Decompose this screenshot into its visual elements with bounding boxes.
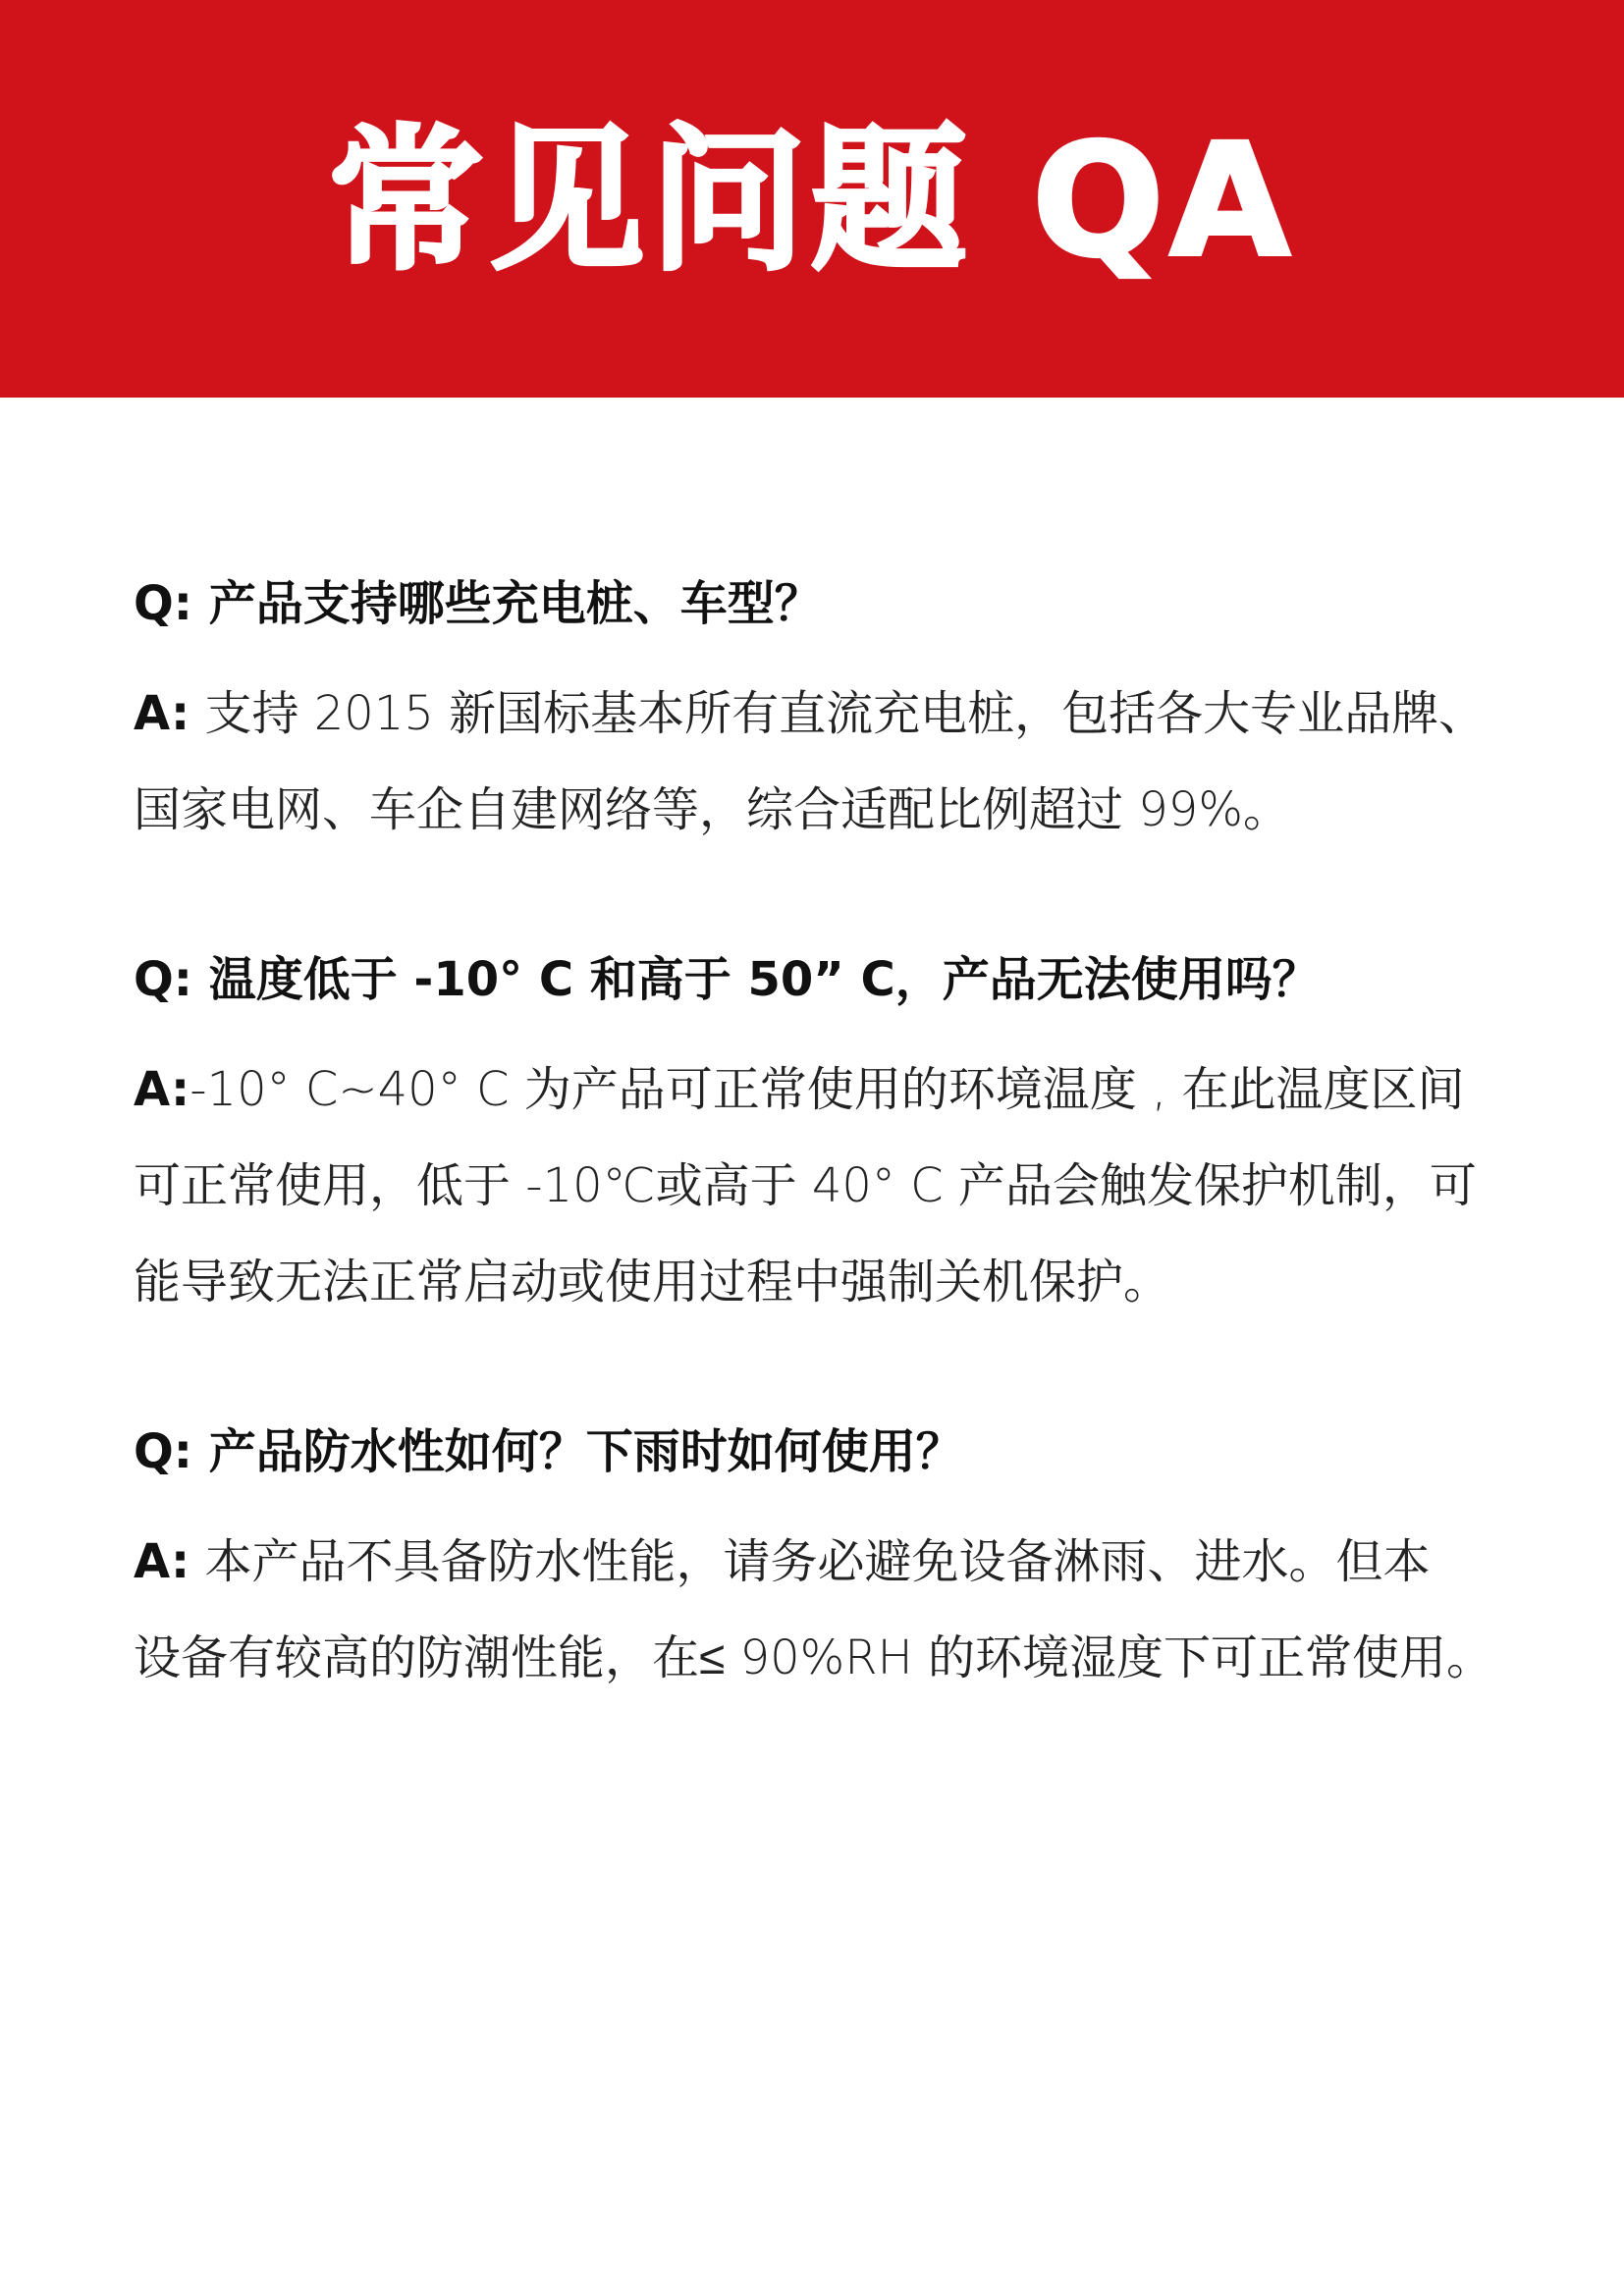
answer-prefix: A:: [134, 686, 190, 741]
question-text: [134, 1422, 1508, 1481]
answer-line-text: 本产品不具备防水性能，请务必避免设备淋雨、进水。但本: [189, 1534, 1431, 1589]
question-body: 产品支持哪些充电桩、车型？: [192, 576, 822, 631]
answer-line: [134, 1041, 1508, 1138]
question-text: [134, 950, 1508, 1009]
answer-text: [134, 666, 1508, 858]
answer-line-text: 支持 2015 新国标基本所有直流充电桩，包括各大专业品牌、: [189, 686, 1487, 741]
qa-list: [134, 574, 1508, 1798]
question-body: 产品防水性如何？下雨时如何使用？: [192, 1424, 963, 1479]
question-prefix: Q:: [134, 952, 192, 1007]
answer-line: [134, 1514, 1508, 1610]
answer-line-text: -10° C~40° C 为产品可正常使用的环境温度 , 在此温度区间: [189, 1062, 1465, 1117]
answer-text: [134, 1514, 1508, 1706]
question-prefix: Q:: [134, 1424, 192, 1479]
answer-line: 能导致无法正常启动或使用过程中强制关机保护。: [134, 1255, 1171, 1309]
answer-text: [134, 1041, 1508, 1330]
answer-line: 可正常使用，低于 -10℃或高于 40° C 产品会触发保护机制，可: [134, 1158, 1477, 1213]
answer-line: 设备有较高的防潮性能，在≤ 90%RH 的环境湿度下可正常使用。: [134, 1630, 1493, 1685]
qa-item: [134, 1422, 1508, 1706]
answer-prefix: A:: [134, 1062, 190, 1117]
question-text: [134, 574, 1508, 633]
question-body: 温度低于 -10° C 和高于 50” C，产品无法使用吗？: [192, 952, 1320, 1007]
answer-prefix: A:: [134, 1534, 190, 1589]
answer-line: 国家电网、车企自建网络等，综合适配比例超过 99%。: [134, 782, 1290, 837]
page-title: 常见问题 QA: [328, 111, 1296, 292]
qa-item: [134, 574, 1508, 858]
qa-item: [134, 950, 1508, 1330]
question-prefix: Q:: [134, 576, 192, 631]
answer-line: [134, 666, 1508, 762]
header-band: [0, 0, 1624, 398]
